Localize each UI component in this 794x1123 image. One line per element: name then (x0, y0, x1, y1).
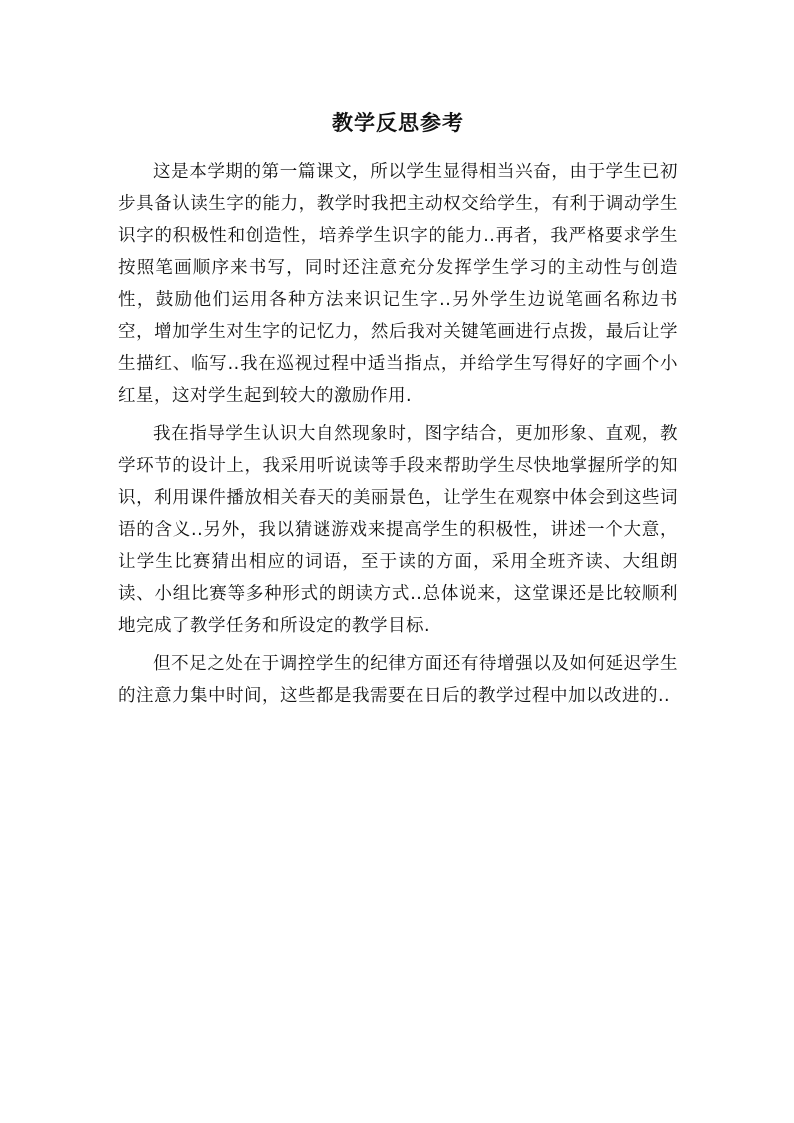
paragraph-1: 这是本学期的第一篇课文，所以学生显得相当兴奋，由于学生已初步具备认读生字的能力，教学时我把主动权交给学生，有利于调动学生识字的积极性和创造性，培养学生识字的能力..再者，我严格要求学生按照笔画顺序来书写，同时还注意充分发挥学生学习的主动性与创造性，鼓励他们运用各种方法来识记生字..另外学生边说笔画名称边书空，增加学生对生字的记忆力，然后我对关键笔画进行点拨，最后让学生描红、临写..我在巡视过程中适当指点，并给学生写得好的字画个小红星，这对学生起到较大的激励作用. (118, 162, 678, 406)
document-body (118, 156, 678, 718)
document-title: 教学反思参考 (332, 111, 464, 135)
paragraph-3: 但不足之处在于调控学生的纪律方面还有待增强以及如何延迟学生的注意力集中时间，这些都是我需要在日后的教学过程中加以改进的.. (118, 654, 678, 706)
paragraph-2: 我在指导学生认识大自然现象时，图字结合，更加形象、直观，教学环节的设计上，我采用听说读等手段来帮助学生尽快地掌握所学的知识，利用课件播放相关春天的美丽景色，让学生在观察中体会到这些词语的含义..另外，我以猜谜游戏来提高学生的积极性，讲述一个大意，让学生比赛猜出相应的词语，至于读的方面，采用全班齐读、大组朗读、小组比赛等多种形式的朗读方式..总体说来，这堂课还是比较顺利地完成了教学任务和所设定的教学目标. (118, 424, 678, 636)
document-page (118, 0, 678, 1123)
